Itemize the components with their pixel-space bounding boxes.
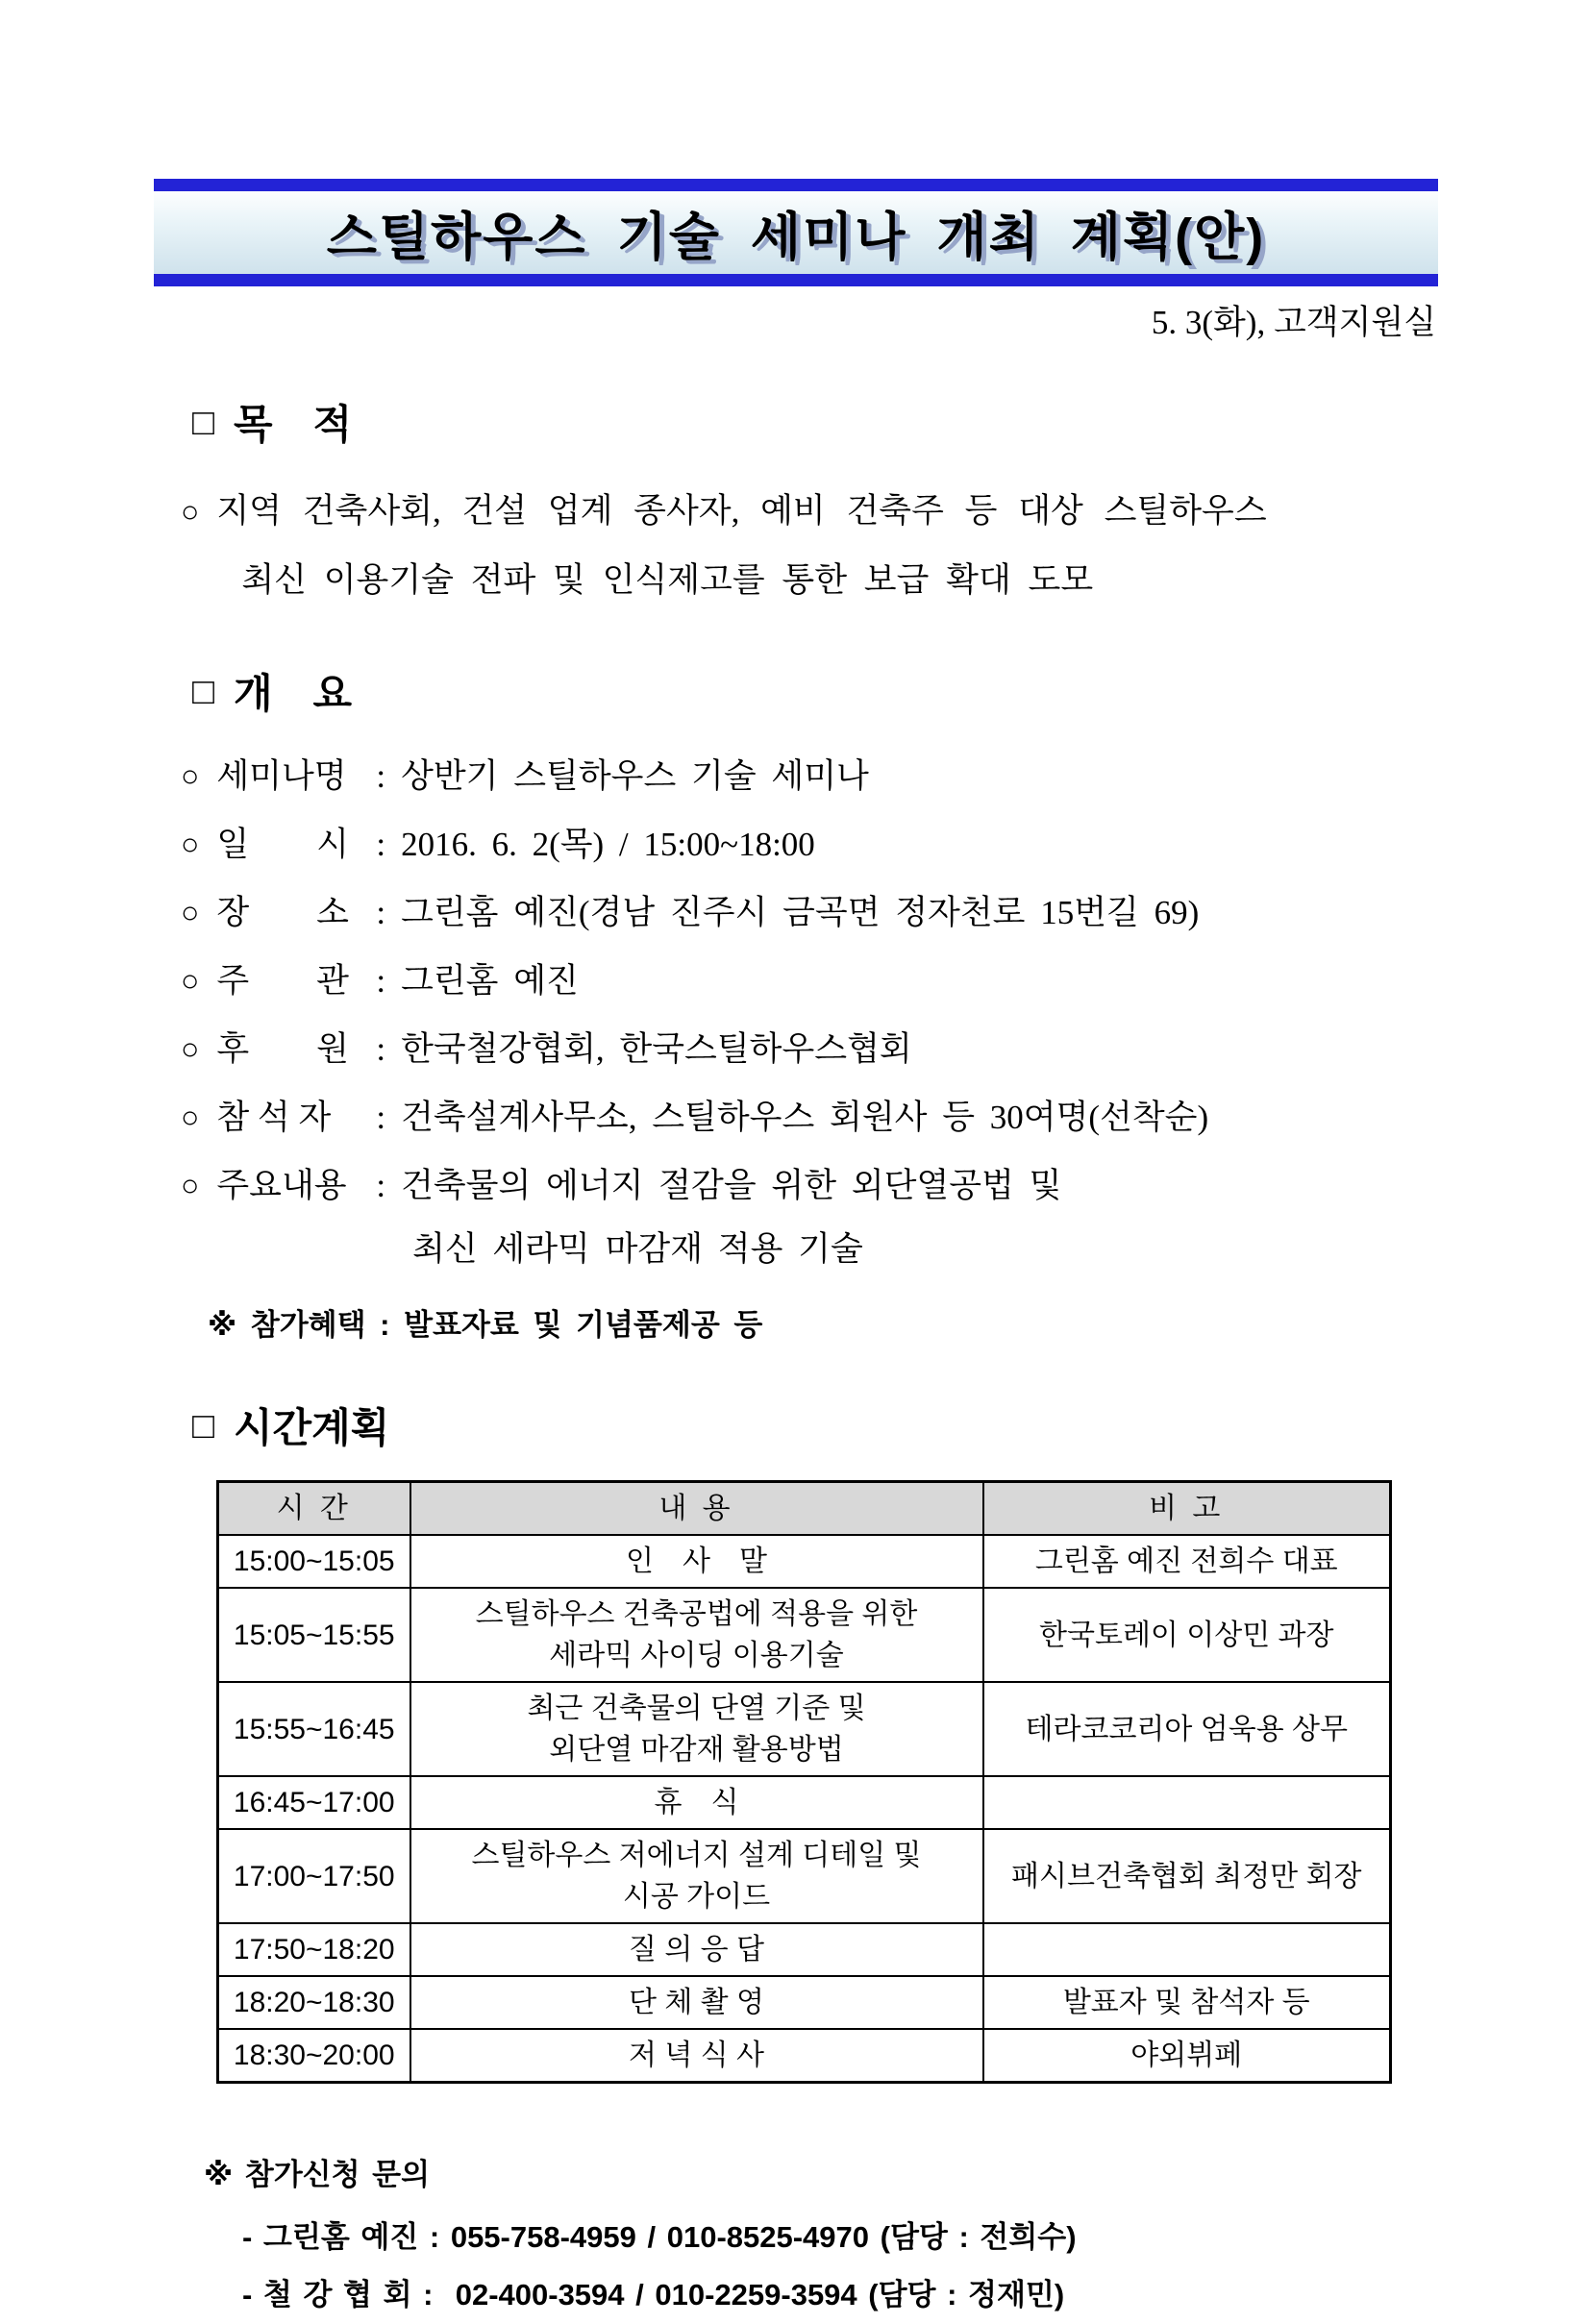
overview-item-main-content (181, 1151, 1438, 1279)
label-separator: : (376, 1030, 386, 1068)
time-cell: 15:00~15:05 (218, 1535, 410, 1588)
schedule-heading-label: 시간계획 (233, 1405, 390, 1450)
content-line: 저 녁 식 사 (629, 2040, 764, 2071)
overview-item-label: 세미나명 (216, 757, 347, 795)
contact-heading: ※ 참가신청 문의 (204, 2158, 431, 2191)
overview-item-value: 건축물의 에너지 절감을 위한 외단열공법 및 (401, 1167, 1062, 1204)
schedule-table (216, 1480, 1392, 2084)
content-line: 질 의 응 답 (629, 1934, 764, 1966)
content-cell (410, 1829, 983, 1923)
circle-bullet-icon: ○ (181, 1100, 200, 1134)
purpose-body (181, 477, 1438, 615)
overview-item-label: 참 석 자 (216, 1099, 332, 1136)
overview-item-label: 일 시 (216, 826, 349, 863)
banner-background (154, 191, 1438, 274)
content-line: 외단열 마감재 활용방법 (549, 1734, 844, 1766)
table-row (218, 1923, 1391, 1976)
circle-bullet-icon: ○ (181, 1031, 200, 1066)
column-header-remark: 비 고 (983, 1482, 1391, 1536)
square-marker-icon: □ (192, 1406, 214, 1446)
circle-bullet-icon: ○ (181, 494, 200, 529)
banner-bottom-bar (154, 274, 1438, 286)
overview-item-value: 건축설계사무소, 스틸하우스 회원사 등 30여명(선착순) (401, 1099, 1209, 1136)
purpose-heading-label: 목 적 (233, 402, 353, 447)
overview-item-attendees (181, 1083, 1438, 1151)
overview-item-sponsor (181, 1015, 1438, 1083)
remark-cell (983, 1776, 1391, 1829)
remark-cell: 테라코코리아 엄욱용 상무 (983, 1682, 1391, 1776)
contact-line-greenhome: - 그린홈 예진 : 055-758-4959 / 010-8525-4970 (담당 : 전희수) (242, 2220, 1077, 2254)
table-row (218, 1588, 1391, 1682)
circle-bullet-icon: ○ (181, 827, 200, 861)
circle-bullet-icon: ○ (181, 963, 200, 998)
time-cell: 17:50~18:20 (218, 1923, 410, 1976)
purpose-section-heading (192, 402, 1438, 448)
overview-item-value: 그린홈 예진 (401, 962, 579, 1000)
square-marker-icon: □ (192, 403, 214, 443)
remark-cell: 발표자 및 참석자 등 (983, 1976, 1391, 2029)
table-row (218, 1776, 1391, 1829)
label-separator: : (376, 826, 386, 863)
table-row (218, 1976, 1391, 2029)
overview-item-label: 주요내용 (216, 1167, 347, 1204)
table-row (218, 1682, 1391, 1776)
overview-item-value: 상반기 스틸하우스 기술 세미나 (401, 757, 869, 795)
table-row (218, 1535, 1391, 1588)
document-title: 스틸하우스 기술 세미나 개최 계획(안) (326, 208, 1266, 266)
contact-line-steel-association: - 철 강 협 회 : 02-400-3594 / 010-2259-3594 (담당 : 정재민) (242, 2278, 1065, 2312)
content-line: 최근 건축물의 단열 기준 및 (527, 1693, 866, 1724)
overview-item-label: 후 원 (216, 1030, 349, 1068)
overview-item-host (181, 947, 1438, 1015)
label-separator: : (376, 757, 386, 795)
schedule-section-heading (192, 1405, 1438, 1451)
overview-item-datetime (181, 810, 1438, 878)
content-line: 시공 가이드 (622, 1881, 771, 1913)
label-separator: : (376, 1167, 386, 1204)
column-header-time: 시 간 (218, 1482, 410, 1536)
time-cell: 16:45~17:00 (218, 1776, 410, 1829)
time-cell: 15:05~15:55 (218, 1588, 410, 1682)
content-line: 인 사 말 (626, 1545, 767, 1577)
time-cell: 18:30~20:00 (218, 2029, 410, 2083)
time-cell: 15:55~16:45 (218, 1682, 410, 1776)
circle-bullet-icon: ○ (181, 1168, 200, 1202)
content-cell (410, 1776, 983, 1829)
overview-item-value: 그린홈 예진(경남 진주시 금곡면 정자천로 15번길 69) (401, 894, 1200, 931)
overview-heading-label: 개 요 (233, 671, 353, 716)
remark-cell: 패시브건축협회 최정만 회장 (983, 1829, 1391, 1923)
overview-item-seminar-name (181, 742, 1438, 810)
content-cell (410, 1923, 983, 1976)
content-line: 휴 식 (654, 1787, 739, 1818)
label-separator: : (376, 894, 386, 931)
table-row (218, 1829, 1391, 1923)
overview-item-value: 2016. 6. 2(목) / 15:00~18:00 (401, 826, 815, 863)
time-cell: 17:00~17:50 (218, 1829, 410, 1923)
contact-section (204, 2155, 1438, 2324)
content-cell (410, 1535, 983, 1588)
content-cell (410, 1588, 983, 1682)
overview-item-venue (181, 878, 1438, 947)
column-header-content: 내 용 (410, 1482, 983, 1536)
overview-item-value: 한국철강협회, 한국스틸하우스협회 (401, 1030, 912, 1068)
label-separator: : (376, 962, 386, 1000)
circle-bullet-icon: ○ (181, 758, 200, 793)
remark-cell: 야외뷔페 (983, 2029, 1391, 2083)
date-department-line: 5. 3(화), 고객지원실 (1151, 304, 1436, 341)
remark-cell: 한국토레이 이상민 과장 (983, 1588, 1391, 1682)
overview-list (181, 742, 1438, 1279)
square-marker-icon: □ (192, 672, 214, 712)
title-banner (154, 179, 1438, 286)
time-cell: 18:20~18:30 (218, 1976, 410, 2029)
content-line: 스틸하우스 저에너지 설계 디테일 및 (471, 1840, 922, 1871)
banner-top-bar (154, 179, 1438, 191)
content-line: 세라믹 사이딩 이용기술 (549, 1640, 844, 1671)
content-line: 단 체 촬 영 (629, 1987, 764, 2018)
remark-cell: 그린홈 예진 전희수 대표 (983, 1535, 1391, 1588)
schedule-header-row (218, 1482, 1391, 1536)
content-cell (410, 2029, 983, 2083)
overview-item-value-line2: 최신 세라믹 마감재 적용 기술 (412, 1230, 863, 1268)
participation-benefit-note: ※ 참가혜택 : 발표자료 및 기념품제공 등 (208, 1308, 763, 1342)
purpose-text-line1: 지역 건축사회, 건설 업계 종사자, 예비 건축주 등 대상 스틸하우스 (216, 492, 1267, 530)
purpose-text-line2: 최신 이용기술 전파 및 인식제고를 통한 보급 확대 도모 (241, 561, 1094, 599)
label-separator: : (376, 1099, 386, 1136)
content-cell (410, 1682, 983, 1776)
overview-section-heading (192, 671, 1438, 717)
overview-item-label: 주 관 (216, 962, 349, 1000)
content-cell (410, 1976, 983, 2029)
overview-item-label: 장 소 (216, 894, 349, 931)
remark-cell (983, 1923, 1391, 1976)
table-row (218, 2029, 1391, 2083)
content-line: 스틸하우스 건축공법에 적용을 위한 (475, 1598, 918, 1630)
circle-bullet-icon: ○ (181, 895, 200, 929)
